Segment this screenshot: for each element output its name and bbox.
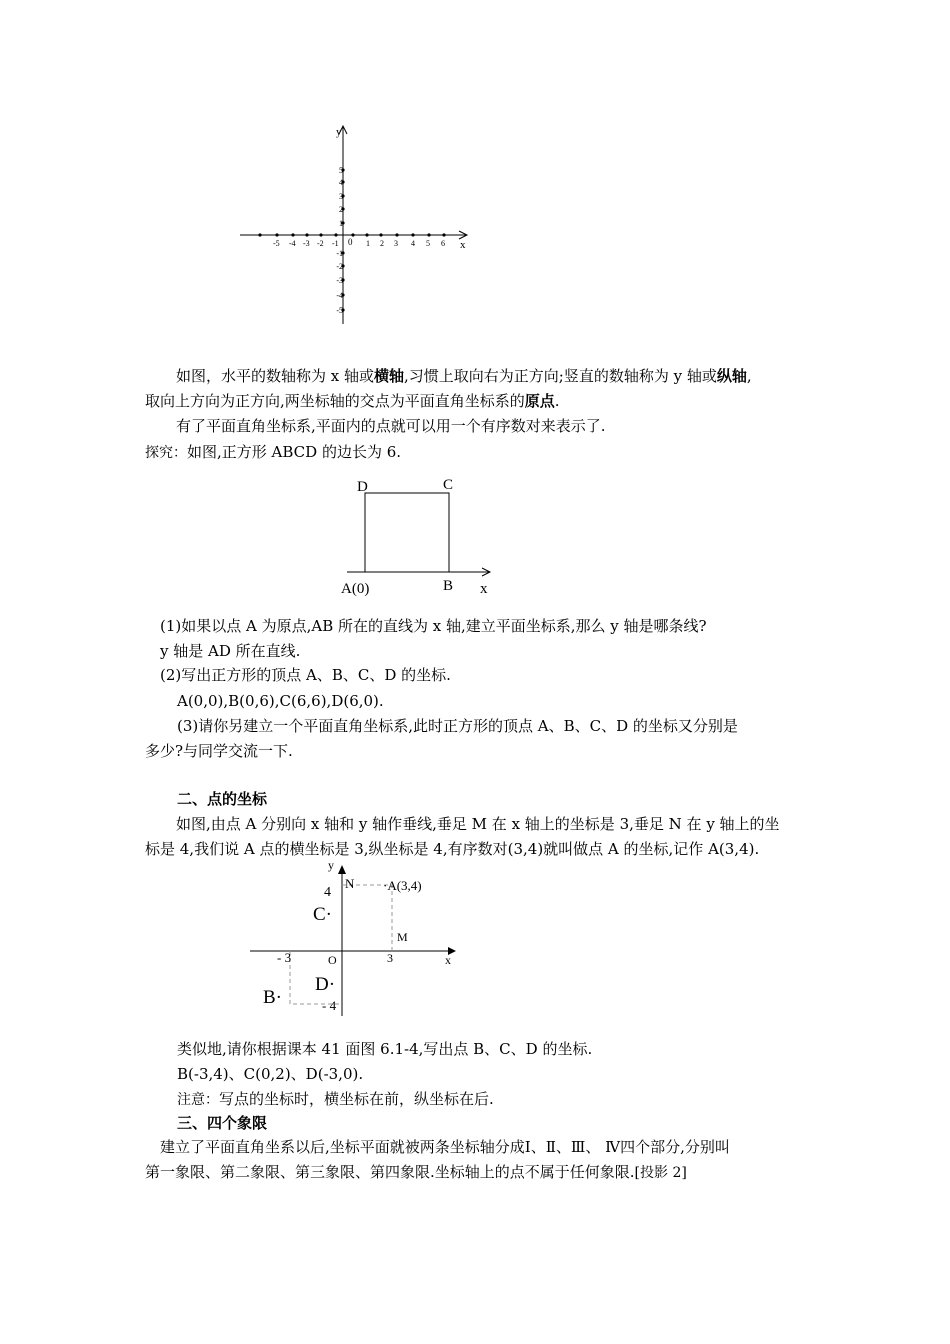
paragraph-point-coordinates: 如图,由点 A 分别向 x 轴和 y 轴作垂线,垂足 M 在 x 轴上的坐标是 3,垂足 N 在 y 轴上的坐 bbox=[176, 815, 780, 833]
x-neg3-label: - 3 bbox=[277, 950, 292, 965]
point-n-label: N bbox=[345, 876, 355, 891]
explore-label: 探究： bbox=[145, 445, 187, 461]
y-tick-label: 1 bbox=[339, 219, 343, 228]
y-tick-label: -2 bbox=[336, 262, 343, 271]
x-tick-label: -5 bbox=[273, 239, 280, 248]
note-line: 注意：写点的坐标时，横坐标在前，纵坐标在后. bbox=[177, 1090, 494, 1108]
section-heading-four-quadrants: 三、四个象限 bbox=[177, 1114, 268, 1132]
x-three-label: 3 bbox=[387, 951, 393, 965]
x-axis-label: x bbox=[445, 953, 451, 967]
point-c-label: C· bbox=[313, 904, 332, 925]
x-tick-label: 4 bbox=[411, 239, 415, 248]
section-heading-point-coordinates: 二、点的坐标 bbox=[177, 790, 268, 808]
point-coordinates-figure bbox=[245, 858, 465, 1018]
question-2: (2)写出正方形的顶点 A、B、C、D 的坐标. bbox=[160, 666, 451, 684]
x-tick-label: 3 bbox=[394, 239, 398, 248]
y-neg4-label: - 4 bbox=[322, 998, 337, 1013]
y-four-label: 4 bbox=[324, 885, 331, 900]
y-tick-label: 3 bbox=[339, 192, 343, 201]
x-tick-label: 1 bbox=[366, 239, 370, 248]
x-tick-label: -2 bbox=[317, 239, 324, 248]
explore-line: 探究：如图,正方形 ABCD 的边长为 6. bbox=[145, 443, 402, 461]
origin-label: 0 bbox=[348, 237, 353, 247]
x-tick-labels bbox=[273, 239, 445, 248]
y-axis-label: y bbox=[336, 126, 342, 138]
square-abcd bbox=[365, 493, 449, 572]
paragraph-similar-task: 类似地,请你根据课本 41 面图 6.1-4,写出点 B、C、D 的坐标. bbox=[177, 1040, 593, 1058]
y-tick-label: -5 bbox=[336, 306, 343, 315]
note-label: 注意： bbox=[177, 1092, 219, 1108]
answer-1: y 轴是 AD 所在直线. bbox=[160, 642, 301, 660]
x-tick-label: 2 bbox=[380, 239, 384, 248]
x-tick-label: 6 bbox=[441, 239, 445, 248]
x-tick-label: -4 bbox=[289, 239, 296, 248]
y-tick-label: -4 bbox=[336, 291, 343, 300]
paragraph-axes-definition: 如图，水平的数轴称为 x 轴或横轴,习惯上取向右为正方向;竖直的数轴称为 y 轴或纵轴, bbox=[176, 367, 752, 385]
point-m-label: M bbox=[397, 930, 408, 944]
paragraph-quadrants: 建立了平面直角坐系以后,坐标平面就被两条坐标轴分成Ⅰ、Ⅱ、Ⅲ、 Ⅳ四个部分,分别叫 bbox=[160, 1138, 730, 1156]
square-abcd-figure bbox=[335, 472, 505, 602]
y-tick-label: 5 bbox=[339, 166, 343, 175]
x-axis-label: x bbox=[480, 581, 488, 597]
origin-o-label: O bbox=[328, 953, 337, 967]
paragraph-quadrants-line2: 第一象限、第二象限、第三象限、第四象限.坐标轴上的点不属于任何象限.[投影 2] bbox=[145, 1163, 687, 1181]
coordinate-axes-figure bbox=[230, 118, 480, 333]
y-axis-label: y bbox=[328, 858, 334, 872]
perpendicular-from-a bbox=[342, 885, 392, 951]
point-a-label: ·A(3,4) bbox=[383, 878, 422, 893]
paragraph-point-coordinates-line2: 标是 4,我们说 A 点的横坐标是 3,纵坐标是 4,有序数对(3,4)就叫做点 A 的坐标,记作 A(3,4). bbox=[145, 840, 760, 858]
y-tick-label: -1 bbox=[336, 249, 343, 258]
answer-4: B(-3,4)、C(0,2)、D(-3,0). bbox=[177, 1065, 364, 1083]
question-3: (3)请你另建立一个平面直角坐标系,此时正方形的顶点 A、B、C、D 的坐标又分别是 bbox=[177, 717, 738, 735]
answer-2: A(0,0),B(0,6),C(6,6),D(6,0). bbox=[177, 692, 384, 710]
y-tick-label: 4 bbox=[339, 178, 343, 187]
x-tick-label: 5 bbox=[426, 239, 430, 248]
point-b-label: B· bbox=[263, 987, 282, 1008]
vertex-d-label: D bbox=[357, 479, 368, 495]
y-tick-label: -3 bbox=[336, 276, 343, 285]
y-tick-label: 2 bbox=[339, 205, 343, 214]
vertex-a-label: A(0) bbox=[341, 581, 370, 597]
projection-tag: [投影 2] bbox=[634, 1165, 687, 1181]
vertex-b-label: B bbox=[443, 578, 454, 594]
x-axis-label: x bbox=[460, 239, 466, 251]
y-axis-arrow bbox=[338, 865, 346, 874]
vertex-c-label: C bbox=[443, 477, 454, 493]
x-tick-label: -1 bbox=[332, 239, 339, 248]
question-3-line2: 多少?与同学交流一下. bbox=[145, 742, 293, 760]
point-d-label: D· bbox=[315, 974, 336, 995]
x-tick-label: -3 bbox=[303, 239, 310, 248]
question-1: (1)如果以点 A 为原点,AB 所在的直线为 x 轴,建立平面坐标系,那么 y 轴是哪条线? bbox=[160, 617, 707, 635]
paragraph-ordered-pair: 有了平面直角坐标系,平面内的点就可以用一个有序数对来表示了. bbox=[176, 417, 606, 435]
paragraph-axes-definition-line2: 取向上方向为正方向,两坐标轴的交点为平面直角坐标系的原点. bbox=[145, 392, 560, 410]
